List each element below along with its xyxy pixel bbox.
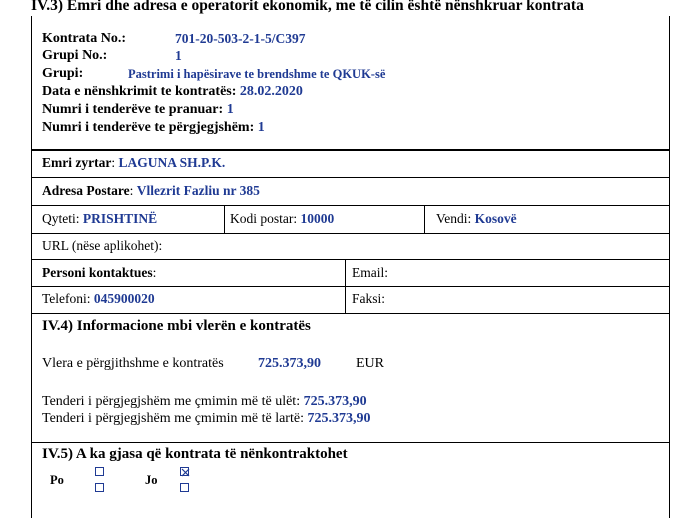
contract-no-value: 701-20-503-2-1-5/C397 <box>175 31 306 46</box>
postal-code-label: Kodi postar: <box>230 211 298 226</box>
total-value-label: Vlera e përgjithshme e kontratës <box>42 356 224 371</box>
postal-code-cell <box>230 211 334 227</box>
tenders-responsive-label: Numri i tenderëve te përgjegjshëm: <box>42 120 255 135</box>
yes-label: Po <box>50 473 64 487</box>
country-label: Vendi: <box>436 211 472 226</box>
yes-checkbox-top[interactable] <box>95 467 104 476</box>
phone-value: 045900020 <box>93 291 155 306</box>
city-label: Qyteti: <box>42 211 80 226</box>
group-no-value: 1 <box>175 48 182 63</box>
no-checkbox[interactable] <box>180 483 189 492</box>
highest-price-row <box>42 411 370 427</box>
phone-label: Telefoni: <box>42 291 91 306</box>
tenders-received-label: Numri i tenderëve te pranuar: <box>42 102 224 117</box>
total-value-row <box>42 356 224 372</box>
group-value: Pastrimi i hapësirave te brendshme te QKUK-së <box>128 67 386 81</box>
no-checkbox-checked[interactable] <box>180 467 189 476</box>
postal-code-value: 10000 <box>300 211 335 226</box>
no-label: Jo <box>145 473 158 487</box>
section-3-heading: IV.3) Emri dhe adresa e operatorit ekonomik, me të cilin është nënshkruar kontrata <box>31 0 584 14</box>
tenders-responsive-value: 1 <box>257 120 265 135</box>
divider <box>31 259 670 260</box>
official-name-value: LAGUNA SH.P.K. <box>118 155 226 170</box>
phone-cell <box>42 291 155 307</box>
currency: EUR <box>356 356 384 371</box>
tenders-received-row <box>42 102 234 118</box>
country-value: Kosovë <box>474 211 517 226</box>
postal-address-value: Vllezrit Fazliu nr 385 <box>136 183 260 198</box>
country-cell <box>436 211 517 227</box>
contract-no-label: Kontrata No.: <box>42 31 126 46</box>
tenders-received-value: 1 <box>226 102 234 117</box>
url-label: URL (nëse aplikohet): <box>42 238 163 253</box>
tenders-responsive-row <box>42 120 265 136</box>
lowest-price-label: Tenderi i përgjegjshëm me çmimin më të ulët: <box>42 394 301 409</box>
cell-divider <box>224 205 225 233</box>
contact-person-cell: Personi kontaktues: <box>42 265 157 280</box>
section-5-heading: IV.5) A ka gjasa që kontrata të nënkontraktohet <box>42 446 348 462</box>
lowest-price-row <box>42 394 367 410</box>
contact-person-label: Personi kontaktues <box>42 265 153 280</box>
yes-checkbox[interactable] <box>95 483 104 492</box>
highest-price-value: 725.373,90 <box>307 411 371 426</box>
highest-price-label: Tenderi i përgjegjshëm me çmimin më të lartë: <box>42 411 304 426</box>
divider <box>31 286 670 287</box>
official-name-label: Emri zyrtar <box>42 155 112 170</box>
lowest-price-value: 725.373,90 <box>303 394 367 409</box>
checkbox-cross-icon <box>181 468 190 477</box>
group-label: Grupi: <box>42 66 84 81</box>
divider <box>31 233 670 234</box>
total-value: 725.373,90 <box>258 356 321 371</box>
sign-date-row <box>42 84 303 100</box>
section-4-heading: IV.4) Informacione mbi vlerën e kontratës <box>42 318 311 334</box>
group-no-label: Grupi No.: <box>42 48 108 63</box>
city-cell <box>42 211 157 227</box>
divider <box>31 177 670 178</box>
divider <box>31 313 670 314</box>
fax-label: Faksi: <box>352 291 386 306</box>
city-value: PRISHTINË <box>82 211 158 226</box>
sign-date-value: 28.02.2020 <box>239 84 303 99</box>
official-name-row: Emri zyrtar: LAGUNA SH.P.K. <box>42 155 226 170</box>
postal-address-label: Adresa Postare <box>42 183 130 198</box>
postal-address-row: Adresa Postare: Vllezrit Fazliu nr 385 <box>42 183 260 198</box>
sign-date-label: Data e nënshkrimit te kontratës: <box>42 84 237 99</box>
divider <box>31 442 670 443</box>
divider <box>31 149 670 151</box>
divider <box>31 205 670 206</box>
cell-divider <box>424 205 425 233</box>
email-label: Email: <box>352 265 388 280</box>
